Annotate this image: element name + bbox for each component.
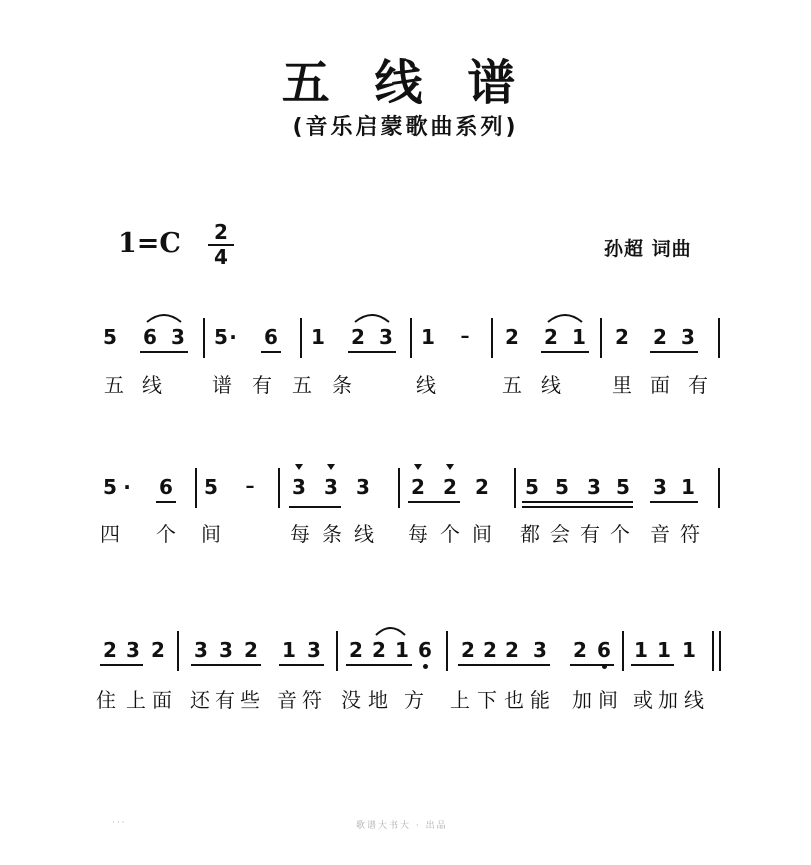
lyric: 间 (201, 522, 221, 546)
time-signature (208, 222, 234, 268)
note: 2 (461, 638, 475, 662)
underline (279, 664, 324, 666)
lyric: 符 (302, 688, 322, 712)
note: 2 (505, 638, 519, 662)
underline (650, 501, 698, 503)
slur-mark (353, 310, 391, 324)
note: 2 (351, 325, 365, 349)
note: 3 (324, 475, 338, 499)
barline (719, 631, 721, 671)
note: 2 (505, 325, 519, 349)
underline (541, 351, 589, 353)
lyric: 个 (440, 522, 460, 546)
note: 3 (292, 475, 306, 499)
lyric: 五 (502, 373, 522, 397)
note: – (460, 326, 470, 347)
lyric: 个 (156, 522, 176, 546)
note: 2 (653, 325, 667, 349)
note: 5 (214, 325, 228, 349)
lyric: 会 (550, 522, 570, 546)
barline (278, 468, 280, 508)
note: 3 (171, 325, 185, 349)
song-subtitle: (音乐启蒙歌曲系列) (292, 115, 519, 140)
lyric: 地 (368, 688, 388, 712)
note: 6 (159, 475, 173, 499)
lyric: 还 (190, 688, 210, 712)
lyric: 五 (292, 373, 312, 397)
barline (410, 318, 412, 358)
underline (100, 664, 143, 666)
underline (156, 501, 176, 503)
time-signature-bottom: 4 (214, 245, 228, 269)
underline (289, 506, 341, 508)
note: 2 (573, 638, 587, 662)
note: 6 (143, 325, 157, 349)
lyric: 有 (580, 522, 600, 546)
underline (522, 501, 633, 503)
lyric: 方 (404, 688, 424, 712)
note: 6 (418, 638, 432, 662)
note: 1 (634, 638, 648, 662)
composer-credit: 孙超 词曲 (604, 238, 692, 260)
barline (491, 318, 493, 358)
barline (712, 631, 714, 671)
underline (522, 506, 633, 508)
note: 2 (244, 638, 258, 662)
page-footer (0, 818, 811, 831)
note: 2 (544, 325, 558, 349)
note: 2 (443, 475, 457, 499)
lyric: 条 (332, 373, 352, 397)
note: 1 (572, 325, 586, 349)
barline (600, 318, 602, 358)
lyric: 有 (252, 373, 272, 397)
lyric: 面 (650, 373, 670, 397)
underline (631, 664, 674, 666)
lower-octave-dot (602, 664, 607, 669)
barline (398, 468, 400, 508)
footer-publisher: 歌谱大书大 · 出品 (356, 821, 448, 831)
barline (203, 318, 205, 358)
note: 1 (681, 475, 695, 499)
note: 2 (151, 638, 165, 662)
lyric: 每 (408, 522, 428, 546)
lyric: 加 (572, 688, 592, 712)
note: · (123, 475, 131, 499)
underline (348, 351, 396, 353)
lyric: 加 (658, 688, 678, 712)
time-signature-top: 2 (214, 220, 228, 244)
underline (458, 664, 550, 666)
note: 2 (103, 638, 117, 662)
note: 3 (356, 475, 370, 499)
note: 5 (555, 475, 569, 499)
lyric: 线 (416, 373, 436, 397)
slur-mark (374, 623, 407, 637)
lyric: 线 (684, 688, 704, 712)
lyric: 也 (504, 688, 524, 712)
note: 5 (204, 475, 218, 499)
lyric: 四 (100, 522, 120, 546)
lyric: 间 (598, 688, 618, 712)
note: 3 (681, 325, 695, 349)
note: 2 (349, 638, 363, 662)
note: · (229, 325, 237, 349)
accent-mark (295, 464, 303, 470)
note: 1 (311, 325, 325, 349)
note: 1 (421, 325, 435, 349)
barline (195, 468, 197, 508)
underline (650, 351, 698, 353)
footer-page-number: ··· (112, 818, 127, 828)
note: – (245, 476, 255, 497)
note: 3 (587, 475, 601, 499)
barline (514, 468, 516, 508)
barline (622, 631, 624, 671)
underline (408, 501, 460, 503)
note: 5 (103, 325, 117, 349)
note: 3 (194, 638, 208, 662)
lyric: 有 (215, 688, 235, 712)
lyric: 些 (240, 688, 260, 712)
note: 2 (483, 638, 497, 662)
barline (718, 468, 720, 508)
lyric: 谱 (212, 373, 232, 397)
lyric: 音 (277, 688, 297, 712)
lyric: 每 (290, 522, 310, 546)
underline (369, 664, 412, 666)
underline (140, 351, 188, 353)
note: 5 (525, 475, 539, 499)
note: 1 (395, 638, 409, 662)
note: 1 (682, 638, 696, 662)
song-title: 五 线 谱 (281, 55, 530, 111)
lyric: 上 (126, 688, 146, 712)
accent-mark (414, 464, 422, 470)
note: 2 (372, 638, 386, 662)
lyric: 五 (104, 373, 124, 397)
note: 3 (126, 638, 140, 662)
note: 2 (615, 325, 629, 349)
lyric: 上 (450, 688, 470, 712)
slur-mark (145, 310, 183, 324)
barline (446, 631, 448, 671)
underline (261, 351, 281, 353)
note: 5 (616, 475, 630, 499)
lyric: 有 (688, 373, 708, 397)
note: 6 (264, 325, 278, 349)
barline (718, 318, 720, 358)
lyric: 能 (530, 688, 550, 712)
lower-octave-dot (423, 664, 428, 669)
lyric: 面 (152, 688, 172, 712)
lyric: 或 (633, 688, 653, 712)
lyric: 线 (541, 373, 561, 397)
lyric: 都 (520, 522, 540, 546)
lyric: 住 (96, 688, 116, 712)
note: 1 (282, 638, 296, 662)
note: 3 (219, 638, 233, 662)
accent-mark (327, 464, 335, 470)
lyric: 里 (612, 373, 632, 397)
note: 3 (533, 638, 547, 662)
lyric: 符 (680, 522, 700, 546)
lyric: 线 (354, 522, 374, 546)
barline (336, 631, 338, 671)
note: 2 (411, 475, 425, 499)
note: 1 (657, 638, 671, 662)
underline (216, 664, 261, 666)
lyric: 条 (322, 522, 342, 546)
lyric: 下 (477, 688, 497, 712)
slur-mark (546, 310, 584, 324)
lyric: 没 (341, 688, 361, 712)
lyric: 音 (650, 522, 670, 546)
note: 3 (653, 475, 667, 499)
barline (300, 318, 302, 358)
accent-mark (446, 464, 454, 470)
lyric: 间 (472, 522, 492, 546)
note: 3 (379, 325, 393, 349)
note: 5 (103, 475, 117, 499)
note: 2 (475, 475, 489, 499)
note: 3 (307, 638, 321, 662)
lyric: 个 (610, 522, 630, 546)
key-signature: 1=C (118, 228, 181, 259)
barline (177, 631, 179, 671)
underline (570, 664, 614, 666)
lyric: 线 (142, 373, 162, 397)
note: 6 (597, 638, 611, 662)
